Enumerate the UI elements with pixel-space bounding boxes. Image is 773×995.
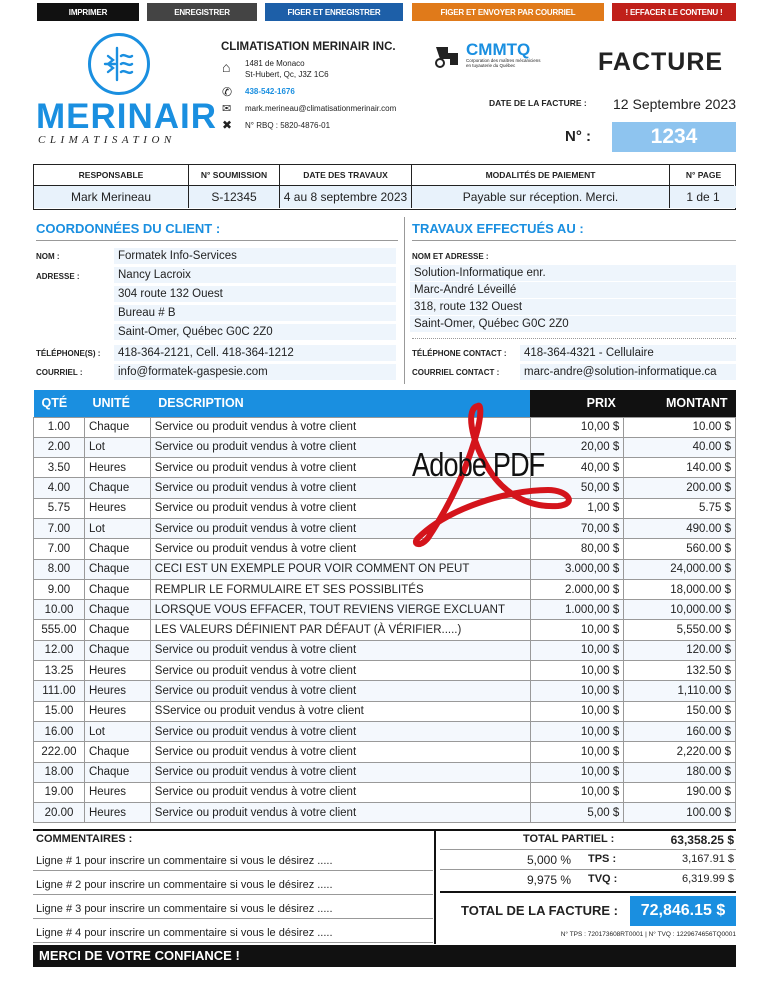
item-unit[interactable]: Chaque	[84, 620, 150, 640]
item-amount[interactable]: 10.00 $	[624, 417, 736, 437]
footer-banner: MERCI DE VOTRE CONFIANCE !	[33, 945, 736, 967]
item-description[interactable]: Service ou produit vendus à votre client	[150, 721, 530, 741]
item-price[interactable]: 10,00 $	[530, 742, 624, 762]
item-unit[interactable]: Heures	[84, 498, 150, 518]
merinair-logo-icon	[88, 33, 150, 95]
item-qty[interactable]: 7.00	[34, 518, 85, 538]
print-button[interactable]: IMPRIMER	[37, 3, 139, 21]
item-amount[interactable]: 5,550.00 $	[624, 620, 736, 640]
table-row	[34, 600, 736, 620]
table-row	[34, 559, 736, 579]
freeze-save-button[interactable]: FIGER ET ENREGISTRER	[265, 3, 403, 21]
item-qty[interactable]: 16.00	[34, 721, 85, 741]
item-description[interactable]: Service ou produit vendus à votre client	[150, 661, 530, 681]
work-phone-label: TÉLÉPHONE CONTACT :	[412, 349, 507, 358]
item-unit[interactable]: Chaque	[84, 539, 150, 559]
item-price[interactable]: 5,00 $	[530, 803, 624, 823]
item-amount[interactable]: 180.00 $	[624, 762, 736, 782]
item-description[interactable]: CECI EST UN EXEMPLE POUR VOIR COMMENT ON PEUT	[150, 559, 530, 579]
comments-title: COMMENTAIRES :	[36, 833, 133, 845]
item-price[interactable]: 1.000,00 $	[530, 600, 624, 620]
work-address-line[interactable]: 318, route 132 Ouest	[410, 299, 736, 315]
item-qty[interactable]: 9.00	[34, 579, 85, 599]
client-name-label: NOM :	[36, 252, 60, 261]
item-unit[interactable]: Heures	[84, 661, 150, 681]
item-unit[interactable]: Chaque	[84, 600, 150, 620]
item-unit[interactable]: Chaque	[84, 640, 150, 660]
work-email-field[interactable]: marc-andre@solution-informatique.ca	[520, 364, 736, 380]
item-amount[interactable]: 190.00 $	[624, 782, 736, 802]
col-qty-header: QTÉ	[34, 390, 85, 417]
table-row	[34, 661, 736, 681]
client-address-line[interactable]: Bureau # B	[114, 305, 396, 321]
table-row	[34, 762, 736, 782]
item-price[interactable]: 10,00 $	[530, 661, 624, 681]
item-unit[interactable]: Chaque	[84, 417, 150, 437]
items-table	[33, 390, 736, 823]
item-description[interactable]: Service ou produit vendus à votre client	[150, 478, 530, 498]
item-price[interactable]: 10,00 $	[530, 721, 624, 741]
company-phone: 438-542-1676	[245, 87, 295, 96]
item-description[interactable]: Service ou produit vendus à votre client	[150, 681, 530, 701]
item-unit[interactable]: Chaque	[84, 742, 150, 762]
col-price-header: PRIX	[530, 390, 624, 417]
soumission-field[interactable]: S-12345	[189, 186, 280, 208]
col-unit-header: UNITÉ	[84, 390, 150, 417]
table-row	[34, 803, 736, 823]
info-header-responsable: RESPONSABLE	[34, 165, 189, 185]
clear-button[interactable]: ! EFFACER LE CONTENU !	[612, 3, 736, 21]
col-description-header: DESCRIPTION	[150, 390, 530, 417]
table-row	[34, 478, 736, 498]
client-address-label: ADRESSE :	[36, 272, 80, 281]
item-amount[interactable]: 2,220.00 $	[624, 742, 736, 762]
item-price[interactable]: 10,00 $	[530, 782, 624, 802]
item-qty[interactable]: 2.00	[34, 437, 85, 457]
item-price[interactable]: 3.000,00 $	[530, 559, 624, 579]
company-name: CLIMATISATION MERINAIR INC.	[221, 41, 396, 53]
work-name-label: NOM ET ADRESSE :	[412, 252, 489, 261]
table-row	[34, 620, 736, 640]
work-email-label: COURRIEL CONTACT :	[412, 368, 500, 377]
invoice-title: FACTURE	[598, 48, 724, 76]
work-date-field[interactable]: 4 au 8 septembre 2023	[280, 186, 412, 208]
info-header-page: N° PAGE	[685, 170, 722, 180]
item-amount[interactable]: 10,000.00 $	[624, 600, 736, 620]
invoice-number-label: N° :	[565, 128, 591, 145]
item-price[interactable]: 10,00 $	[530, 701, 624, 721]
table-row	[34, 701, 736, 721]
tvq-label: TVQ :	[588, 873, 618, 885]
tps-rate[interactable]: 5,000 %	[527, 853, 572, 867]
cmmtq-logo-icon	[432, 41, 462, 71]
freeze-email-button[interactable]: FIGER ET ENVOYER PAR COURRIEL	[412, 3, 604, 21]
watermark-label: Adobe PDF	[412, 446, 545, 483]
item-description[interactable]: SService ou produit vendus à votre client	[150, 701, 530, 721]
item-price[interactable]: 40,00 $	[530, 458, 624, 478]
item-description[interactable]: Service ou produit vendus à votre client	[150, 803, 530, 823]
item-amount[interactable]: 1,110.00 $	[624, 681, 736, 701]
item-description[interactable]: Service ou produit vendus à votre client	[150, 437, 530, 457]
client-email-field[interactable]: info@formatek-gaspesie.com	[114, 364, 396, 380]
invoice-number-field[interactable]: 1234	[612, 122, 736, 152]
invoice-date-label: DATE DE LA FACTURE :	[489, 98, 587, 108]
item-description[interactable]: Service ou produit vendus à votre client	[150, 742, 530, 762]
item-description[interactable]: REMPLIR LE FORMULAIRE ET SES POSSIBLITÉS	[150, 579, 530, 599]
item-amount[interactable]: 132.50 $	[624, 661, 736, 681]
item-price[interactable]: 70,00 $	[530, 518, 624, 538]
item-amount[interactable]: 24,000.00 $	[624, 559, 736, 579]
tools-icon: ✖	[222, 118, 233, 132]
item-amount[interactable]: 160.00 $	[624, 721, 736, 741]
item-qty[interactable]: 7.00	[34, 539, 85, 559]
cmmtq-sub: Corporation des maîtres mécaniciens en tuyauterie du Québec	[466, 58, 541, 68]
client-phone-label: TÉLÉPHONE(S) :	[36, 349, 101, 358]
item-qty[interactable]: 15.00	[34, 701, 85, 721]
comment-line[interactable]: Ligne # 4 pour inscrire un commentaire si vous le désirez .....	[33, 924, 433, 943]
item-unit[interactable]: Lot	[84, 721, 150, 741]
item-description[interactable]: Service ou produit vendus à votre client	[150, 539, 530, 559]
client-phone-field[interactable]: 418-364-2121, Cell. 418-364-1212	[114, 345, 396, 361]
company-rbq: N° RBQ : 5820-4876-01	[245, 121, 331, 130]
client-address-line[interactable]: 304 route 132 Ouest	[114, 286, 396, 302]
subtotal-value: 63,358.25 $	[670, 833, 734, 847]
comment-line[interactable]: Ligne # 3 pour inscrire un commentaire si vous le désirez .....	[33, 900, 433, 919]
table-row	[34, 681, 736, 701]
table-row	[34, 437, 736, 457]
item-amount[interactable]: 5.75 $	[624, 498, 736, 518]
work-address-line[interactable]: Marc-André Léveillé	[410, 282, 736, 298]
item-qty[interactable]: 8.00	[34, 559, 85, 579]
tvq-rate[interactable]: 9,975 %	[527, 873, 572, 887]
table-row	[34, 640, 736, 660]
item-price[interactable]: 10,00 $	[530, 640, 624, 660]
item-description[interactable]: LORSQUE VOUS EFFACER, TOUT REVIENS VIERGE EXCLUANT	[150, 600, 530, 620]
work-section-title: TRAVAUX EFFECTUÉS AU :	[412, 221, 584, 236]
items-body	[34, 417, 736, 823]
client-section-title: COORDONNÉES DU CLIENT :	[36, 221, 221, 236]
company-email: mark.merineau@climatisationmerinair.com	[245, 104, 397, 113]
item-price[interactable]: 10,00 $	[530, 681, 624, 701]
company-address1: 1481 de Monaco	[245, 59, 305, 68]
item-amount[interactable]: 490.00 $	[624, 518, 736, 538]
cmmtq-name: CMMTQ	[466, 40, 531, 59]
item-qty[interactable]: 19.00	[34, 782, 85, 802]
comment-line[interactable]: Ligne # 2 pour inscrire un commentaire si vous le désirez .....	[33, 876, 433, 895]
item-qty[interactable]: 111.00	[34, 681, 85, 701]
item-description[interactable]: Service ou produit vendus à votre client	[150, 762, 530, 782]
work-phone-field[interactable]: 418-364-4321 - Cellulaire	[520, 345, 736, 361]
table-row	[34, 539, 736, 559]
item-qty[interactable]: 12.00	[34, 640, 85, 660]
table-row	[34, 742, 736, 762]
item-qty[interactable]: 13.25	[34, 661, 85, 681]
item-qty[interactable]: 1.00	[34, 417, 85, 437]
total-label: TOTAL DE LA FACTURE :	[461, 903, 618, 918]
item-unit[interactable]: Heures	[84, 782, 150, 802]
item-unit[interactable]: Heures	[84, 803, 150, 823]
item-amount[interactable]: 40.00 $	[624, 437, 736, 457]
item-price[interactable]: 50,00 $	[530, 478, 624, 498]
table-row	[34, 579, 736, 599]
item-price[interactable]: 80,00 $	[530, 539, 624, 559]
responsable-field[interactable]: Mark Merineau	[34, 186, 189, 208]
item-description[interactable]: LES VALEURS DÉFINIENT PAR DÉFAUT (À VÉRIFIER.....)	[150, 620, 530, 640]
save-button[interactable]: ENREGISTRER	[147, 3, 257, 21]
client-email-label: COURRIEL :	[36, 368, 83, 377]
item-unit[interactable]: Lot	[84, 518, 150, 538]
item-unit[interactable]: Chaque	[84, 579, 150, 599]
item-description[interactable]: Service ou produit vendus à votre client	[150, 417, 530, 437]
item-qty[interactable]: 5.75	[34, 498, 85, 518]
item-price[interactable]: 1,00 $	[530, 498, 624, 518]
item-description[interactable]: Service ou produit vendus à votre client	[150, 518, 530, 538]
tax-numbers: N° TPS : 720173608RT0001 | N° TVQ : 1229674656TQ0001	[560, 931, 736, 938]
client-address-line[interactable]: Nancy Lacroix	[114, 267, 396, 283]
item-description[interactable]: Service ou produit vendus à votre client	[150, 458, 530, 478]
item-unit[interactable]: Heures	[84, 681, 150, 701]
info-header-payment: MODALITÉS DE PAIEMENT	[412, 165, 670, 185]
item-qty[interactable]: 3.50	[34, 458, 85, 478]
home-icon: ⌂	[222, 59, 231, 75]
client-name-field[interactable]: Formatek Info-Services	[114, 248, 396, 264]
table-row	[34, 417, 736, 437]
page-number-field[interactable]: 1 de 1	[670, 186, 736, 208]
work-address-line[interactable]: Saint-Omer, Québec G0C 2Z0	[410, 316, 736, 332]
item-amount[interactable]: 560.00 $	[624, 539, 736, 559]
item-qty[interactable]: 10.00	[34, 600, 85, 620]
item-qty[interactable]: 18.00	[34, 762, 85, 782]
subtotal-label: TOTAL PARTIEL :	[523, 833, 615, 845]
company-address2: St-Hubert, Qc, J3Z 1C6	[245, 70, 329, 79]
info-table	[33, 164, 736, 210]
item-qty[interactable]: 20.00	[34, 803, 85, 823]
tps-value: 3,167.91 $	[682, 853, 734, 865]
item-unit[interactable]: Heures	[84, 701, 150, 721]
tvq-value: 6,319.99 $	[682, 873, 734, 885]
item-amount[interactable]: 150.00 $	[624, 701, 736, 721]
item-unit[interactable]: Chaque	[84, 559, 150, 579]
item-description[interactable]: Service ou produit vendus à votre client	[150, 782, 530, 802]
phone-icon: ✆	[222, 85, 233, 99]
logo-tagline: CLIMATISATION	[38, 134, 176, 146]
item-unit[interactable]: Chaque	[84, 478, 150, 498]
item-qty[interactable]: 4.00	[34, 478, 85, 498]
info-header-date: DATE DES TRAVAUX	[280, 165, 412, 185]
total-value: 72,846.15 $	[630, 896, 736, 926]
item-price[interactable]: 10,00 $	[530, 762, 624, 782]
item-unit[interactable]: Chaque	[84, 762, 150, 782]
table-row	[34, 498, 736, 518]
client-address-line[interactable]: Saint-Omer, Québec G0C 2Z0	[114, 324, 396, 340]
payment-terms-field[interactable]: Payable sur réception. Merci.	[412, 186, 670, 208]
table-row	[34, 721, 736, 741]
item-description[interactable]: Service ou produit vendus à votre client	[150, 640, 530, 660]
item-price[interactable]: 20,00 $	[530, 437, 624, 457]
item-price[interactable]: 10,00 $	[530, 417, 624, 437]
item-unit[interactable]: Heures	[84, 458, 150, 478]
item-amount[interactable]: 120.00 $	[624, 640, 736, 660]
email-icon: ✉	[222, 103, 232, 115]
item-price[interactable]: 10,00 $	[530, 620, 624, 640]
invoice-date-field[interactable]: 12 Septembre 2023	[613, 96, 736, 112]
item-amount[interactable]: 100.00 $	[624, 803, 736, 823]
item-amount[interactable]: 200.00 $	[624, 478, 736, 498]
item-qty[interactable]: 222.00	[34, 742, 85, 762]
item-qty[interactable]: 555.00	[34, 620, 85, 640]
logo-wordmark: MERINAIR	[36, 97, 218, 136]
col-amount-header: MONTANT	[624, 390, 736, 417]
item-amount[interactable]: 18,000.00 $	[624, 579, 736, 599]
item-description[interactable]: Service ou produit vendus à votre client	[150, 498, 530, 518]
tps-label: TPS :	[588, 853, 617, 865]
work-address-line[interactable]: Solution-Informatique enr.	[410, 265, 736, 281]
table-row	[34, 458, 736, 478]
table-row	[34, 782, 736, 802]
comment-line[interactable]: Ligne # 1 pour inscrire un commentaire si vous le désirez .....	[33, 852, 433, 871]
item-unit[interactable]: Lot	[84, 437, 150, 457]
info-header-soumission: N° SOUMISSION	[189, 165, 280, 185]
item-price[interactable]: 2.000,00 $	[530, 579, 624, 599]
item-amount[interactable]: 140.00 $	[624, 458, 736, 478]
table-row	[34, 518, 736, 538]
